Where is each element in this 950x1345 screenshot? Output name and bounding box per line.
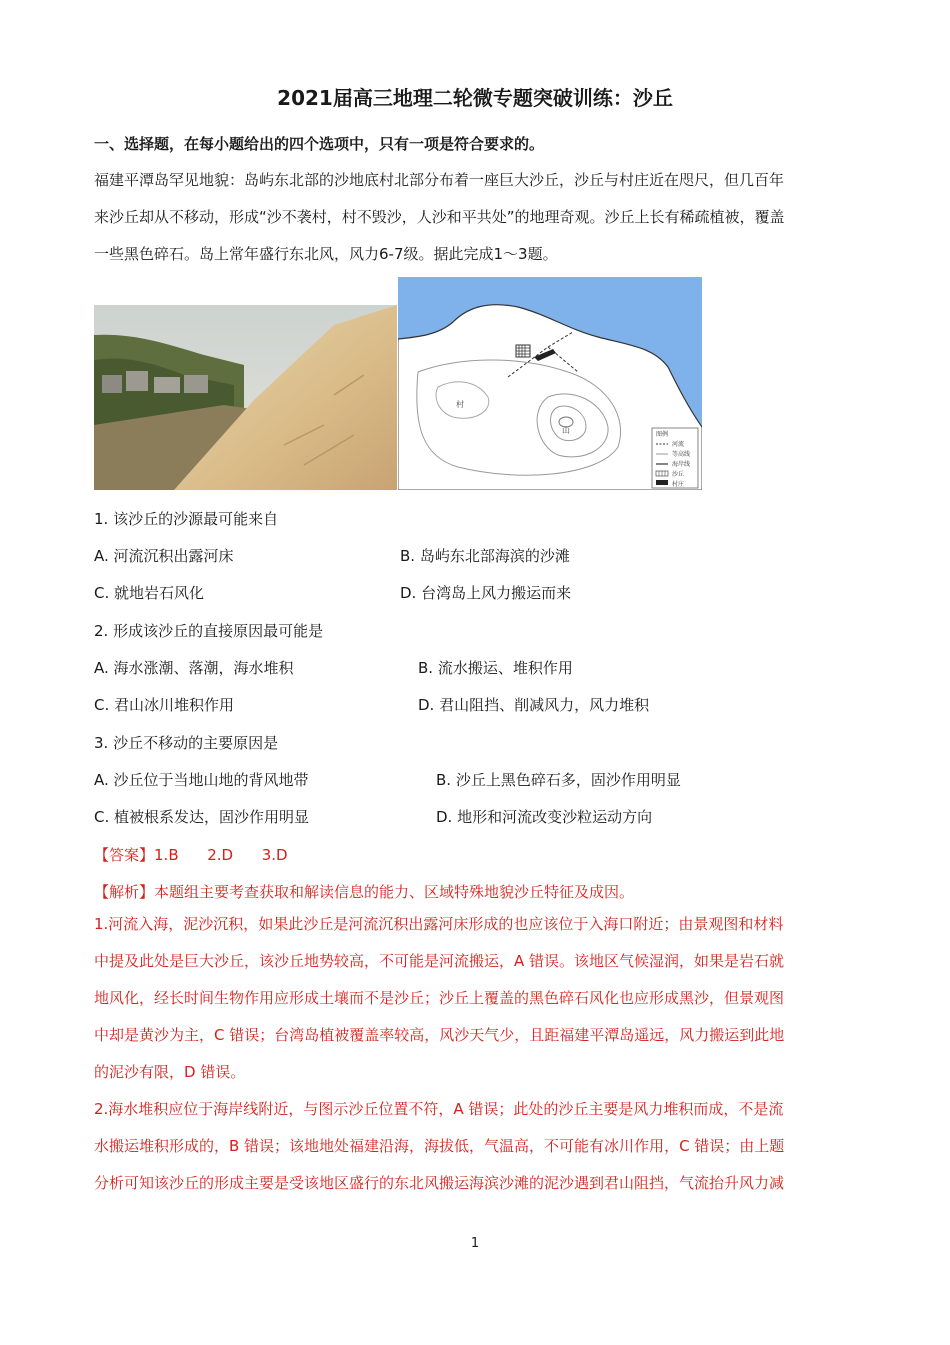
analysis-line: 中提及此处是巨大沙丘，该沙丘地势较高，不可能是河流搬运，A 错误。该地区气候湿润，如果是岩石就 (94, 952, 785, 970)
intro-paragraph (94, 162, 874, 273)
analysis-paragraph-1 (94, 906, 874, 1091)
analysis-intro (94, 881, 634, 902)
legend-item: 河流 (672, 441, 685, 448)
option-d: D. 地形和河流改变沙粒运动方向 (436, 808, 653, 826)
map-legend (652, 428, 698, 488)
option-d: D. 君山阻挡、削减风力，风力堆积 (418, 696, 650, 714)
analysis-line: 1.河流入海，泥沙沉积，如果此沙丘是河流沉积出露河床形成的也应该位于入海口附近；由景观图和材料 (94, 915, 784, 933)
analysis-intro-text: 本题组主要考查获取和解读信息的能力、区域特殊地貌沙丘特征及成因。 (154, 883, 635, 901)
legend-item: 沙丘 (672, 471, 685, 478)
question-stem: 1. 该沙丘的沙源最可能来自 (94, 510, 279, 528)
intro-line: 一些黑色碎石。岛上常年盛行东北风，风力6-7级。据此完成1～3题。 (94, 245, 558, 263)
legend-item: 等高线 (672, 451, 691, 458)
analysis-line: 的泥沙有限，D 错误。 (94, 1063, 246, 1081)
analysis-paragraph-2 (94, 1091, 874, 1202)
question-stem: 3. 沙丘不移动的主要原因是 (94, 734, 279, 752)
legend-item: 村庄 (672, 481, 685, 488)
option-b: B. 岛屿东北部海滨的沙滩 (400, 547, 570, 565)
sand-dune-photo (94, 305, 397, 490)
option-b: B. 沙丘上黑色碎石多，固沙作用明显 (436, 771, 681, 789)
intro-line: 来沙丘却从不移动，形成“沙不袭村，村不毁沙，人沙和平共处”的地理奇观。沙丘上长有稀疏植被，覆盖 (94, 208, 785, 226)
answer-values: 1.B 2.D 3.D (154, 846, 288, 864)
option-d: D. 台湾岛上风力搬运而来 (400, 584, 572, 602)
option-c: C. 植被根系发达，固沙作用明显 (94, 808, 310, 826)
mountain-label: 山 (562, 426, 570, 435)
legend-item: 海岸线 (672, 461, 691, 468)
question-stem: 2. 形成该沙丘的直接原因最可能是 (94, 622, 324, 640)
page-number: 1 (470, 1236, 480, 1251)
option-a: A. 海水涨潮、落潮，海水堆积 (94, 659, 294, 677)
analysis-line: 2.海水堆积应位于海岸线附近，与图示沙丘位置不符，A 错误；此处的沙丘主要是风力堆积而成，不是流 (94, 1100, 784, 1118)
option-a: A. 河流沉积出露河床 (94, 547, 234, 565)
analysis-line: 分析可知该沙丘的形成主要是受该地区盛行的东北风搬运海滨沙滩的泥沙遇到君山阻挡，气流抬升风力减 (94, 1174, 785, 1192)
intro-line: 福建平潭岛罕见地貌：岛屿东北部的沙地底村北部分布着一座巨大沙丘，沙丘与村庄近在咫尺，但几百年 (94, 171, 785, 189)
analysis-line: 水搬运堆积形成的，B 错误；该地地处福建沿海，海拔低，气温高，不可能有冰川作用，C 错误；由上题 (94, 1137, 785, 1155)
analysis-line: 中却是黄沙为主，C 错误；台湾岛植被覆盖率较高，风沙天气少，且距福建平潭岛遥远，风力搬运到此地 (94, 1026, 785, 1044)
dune-location-map (398, 277, 702, 490)
figures (94, 305, 700, 490)
village-label: 村 (456, 400, 464, 409)
answer-line (94, 844, 288, 865)
option-a: A. 沙丘位于当地山地的背风地带 (94, 771, 309, 789)
analysis-label: 【解析】 (94, 883, 155, 901)
page-title: 2021届高三地理二轮微专题突破训练：沙丘 (277, 86, 673, 110)
option-c: C. 君山冰川堆积作用 (94, 696, 235, 714)
answer-label: 【答案】 (94, 846, 155, 864)
option-c: C. 就地岩石风化 (94, 584, 205, 602)
option-b: B. 流水搬运、堆积作用 (418, 659, 573, 677)
legend-title: 图例 (656, 431, 669, 438)
section-heading: 一、选择题，在每小题给出的四个选项中，只有一项是符合要求的。 (94, 135, 545, 153)
analysis-line: 地风化，经长时间生物作用应形成土壤而不是沙丘；沙丘上覆盖的黑色碎石风化也应形成黑沙，但景观图 (94, 989, 785, 1007)
